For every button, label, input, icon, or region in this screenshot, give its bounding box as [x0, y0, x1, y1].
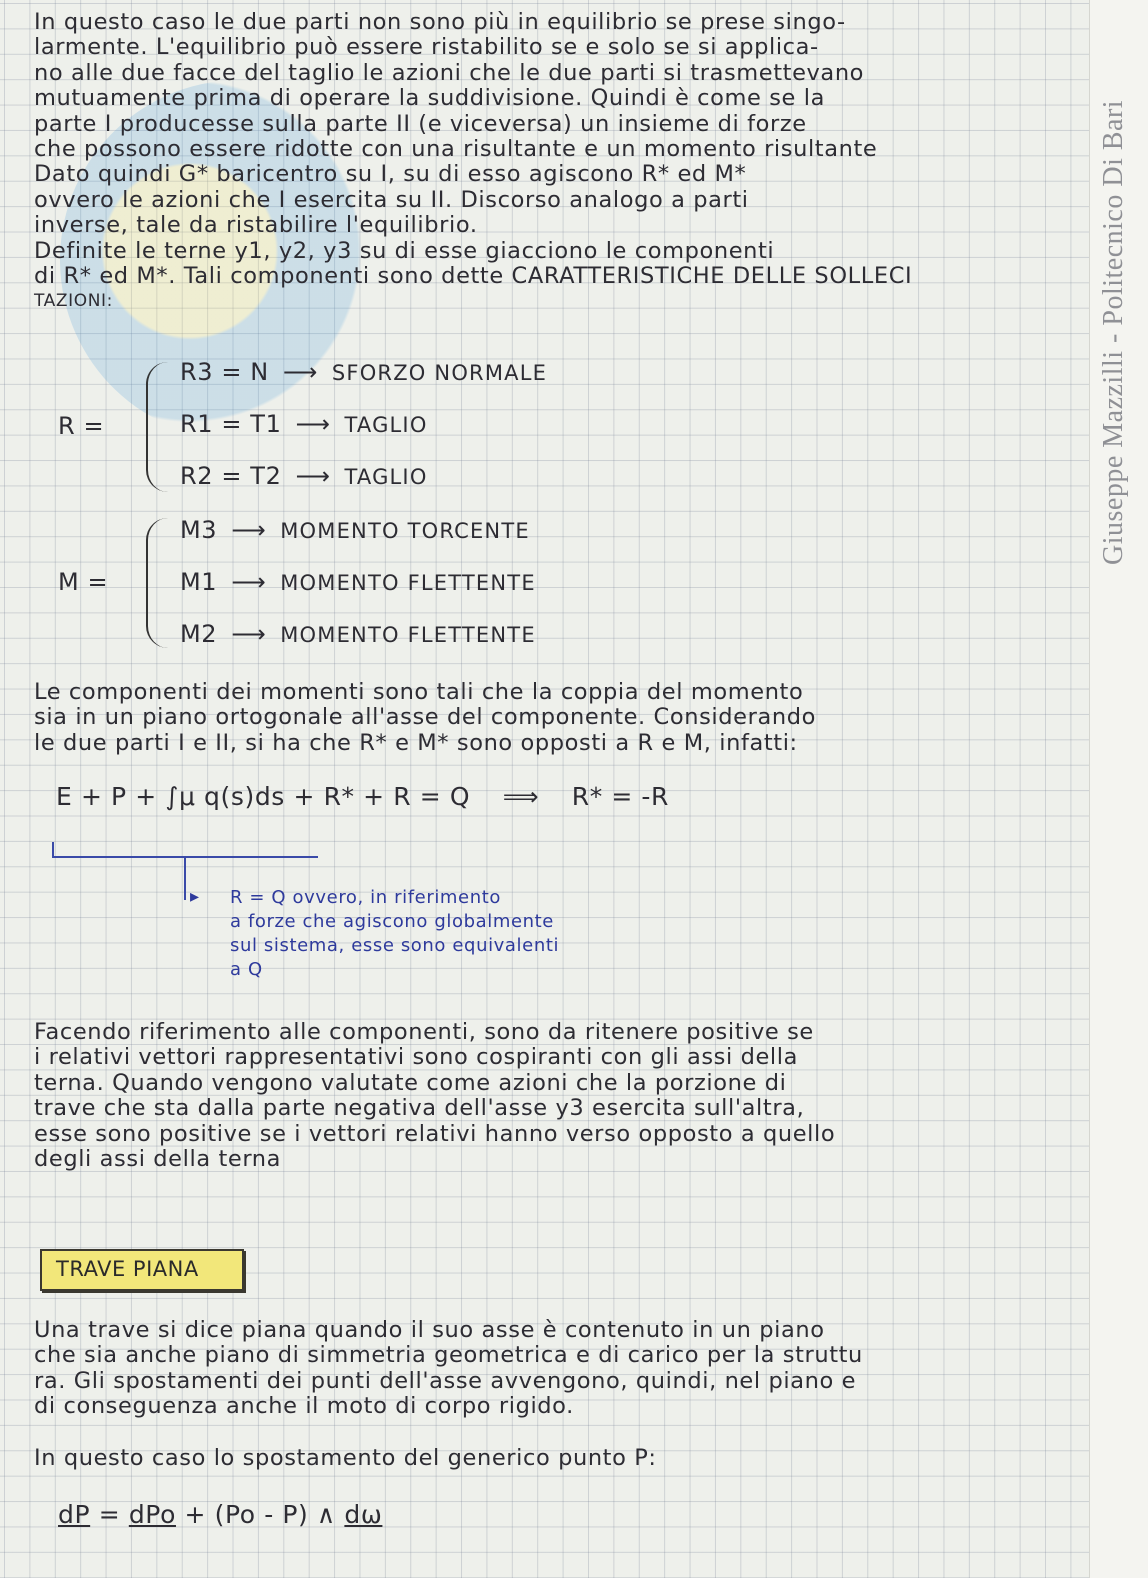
- text-line: larmente. L'equilibrio può essere ristabilito se e solo se si applica-: [34, 34, 819, 61]
- arrow-icon: ⟶: [231, 620, 267, 648]
- side-credit-text: Giuseppe Mazzilli - Politecnico Di Bari: [1098, 99, 1129, 565]
- paragraph-trave-piana: [34, 1318, 863, 1420]
- m-system-label: M =: [58, 568, 109, 596]
- text-line: Facendo riferimento alle componenti, sono da ritenere positive se: [34, 1019, 814, 1045]
- r-row-rhs: TAGLIO: [344, 413, 428, 437]
- text-line: In questo caso le due parti non sono più in equilibrio se prese singo-: [34, 9, 846, 35]
- text-line: Definite le terne y1, y2, y3 su di esse giacciono le componenti: [34, 237, 775, 264]
- implies-arrow-icon: ⟹: [502, 782, 540, 811]
- m-row-torsion: [180, 516, 530, 544]
- section-heading-text: TRAVE PIANA: [56, 1257, 199, 1281]
- m-row-rhs: MOMENTO FLETTENTE: [280, 623, 536, 647]
- r-system-brace: [146, 362, 170, 492]
- equilibrium-equation: [56, 782, 669, 811]
- text-line: sia in un piano ortogonale all'asse del componente. Considerando: [34, 704, 816, 731]
- equation-dp: dP: [58, 1500, 91, 1529]
- text-line: che possono essere ridotte con una risultante e un momento risultante: [34, 136, 878, 163]
- paragraph-displacement: In questo caso lo spostamento del generico punto P:: [34, 1445, 657, 1471]
- text-line: ovvero le azioni che I esercita su II. Discorso analogo a parti: [34, 186, 749, 213]
- paragraph-intro: [34, 10, 912, 315]
- r-row-lhs: R2 = T2: [180, 462, 282, 490]
- m-row-bending1: [180, 568, 536, 596]
- r-system-label: R =: [58, 412, 105, 440]
- note-text: [230, 886, 559, 982]
- r-row-shear1: [180, 410, 428, 438]
- text-line: degli assi della terna: [34, 1146, 282, 1173]
- arrow-icon: ⟶: [231, 568, 267, 596]
- text-line: Una trave si dice piana quando il suo asse è contenuto in un piano: [34, 1317, 825, 1343]
- m-row-bending2: [180, 620, 536, 648]
- m-row-lhs: M2: [180, 620, 218, 648]
- text-line: TAZIONI:: [34, 291, 113, 312]
- note-line: a forze che agiscono globalmente: [230, 911, 554, 932]
- r-row-rhs: TAGLIO: [344, 465, 428, 489]
- section-heading: [40, 1249, 244, 1291]
- text-line: di R* ed M*. Tali componenti sono dette CARATTERISTICHE DELLE SOLLECI: [34, 263, 913, 290]
- m-system-brace: [146, 518, 170, 648]
- note-line: sul sistema, esse sono equivalenti: [230, 935, 560, 956]
- note-arrow-icon: ▸: [190, 886, 200, 907]
- paragraph-moments: [34, 680, 816, 756]
- note-line: a Q: [230, 959, 263, 980]
- r-row-lhs: R1 = T1: [180, 410, 282, 438]
- displacement-equation: [58, 1500, 382, 1529]
- equation-domega: dω: [344, 1500, 383, 1529]
- equation-lhs: E + P + ∫μ q(s)ds + R* + R = Q: [56, 782, 471, 811]
- text-line: i relativi vettori rappresentativi sono cospiranti con gli assi della: [34, 1044, 799, 1071]
- side-margin: [1089, 0, 1148, 1578]
- r-row-lhs: R3 = N: [180, 358, 269, 386]
- arrow-icon: ⟶: [282, 358, 318, 386]
- m-row-lhs: M3: [180, 516, 218, 544]
- text-line: ra. Gli spostamenti dei punti dell'asse avvengono, quindi, nel piano e: [34, 1367, 857, 1394]
- text-line: parte I producesse sulla parte II (e viceversa) un insieme di forze: [34, 110, 807, 137]
- equation-rest: + (Po - P) ∧: [175, 1500, 345, 1529]
- equation-dpo: dPo: [128, 1500, 176, 1529]
- text-line: no alle due facce del taglio le azioni che le due parti si trasmettevano: [34, 59, 865, 86]
- text-line: Dato quindi G* baricentro su I, su di esso agiscono R* ed M*: [34, 161, 747, 188]
- m-row-rhs: MOMENTO TORCENTE: [280, 519, 530, 543]
- equation-equals: =: [90, 1500, 129, 1529]
- bracket-left: [52, 842, 54, 856]
- m-row-rhs: MOMENTO FLETTENTE: [280, 571, 536, 595]
- text-line: inverse, tale da ristabilire l'equilibrio.: [34, 212, 478, 239]
- bracket-drop: [184, 856, 186, 900]
- text-line: trave che sta dalla parte negativa dell'asse y3 esercita sull'altra,: [34, 1095, 805, 1122]
- text-line: Le componenti dei momenti sono tali che la coppia del momento: [34, 679, 804, 705]
- r-row-shear2: [180, 462, 428, 490]
- arrow-icon: ⟶: [231, 516, 267, 544]
- text-line: di conseguenza anche il moto di corpo rigido.: [34, 1393, 574, 1420]
- m-row-lhs: M1: [180, 568, 218, 596]
- arrow-icon: ⟶: [295, 410, 331, 438]
- paragraph-signs: [34, 1020, 835, 1172]
- arrow-icon: ⟶: [295, 462, 331, 490]
- note-line: R = Q ovvero, in riferimento: [230, 887, 502, 908]
- r-row-normal: [180, 358, 547, 386]
- equation-rhs: R* = -R: [571, 782, 670, 811]
- text-line: terna. Quando vengono valutate come azioni che la porzione di: [34, 1069, 787, 1096]
- text-line: esse sono positive se i vettori relativi hanno verso opposto a quello: [34, 1120, 836, 1147]
- r-row-rhs: SFORZO NORMALE: [331, 361, 548, 385]
- text-line: mutuamente prima di operare la suddivisione. Quindi è come se la: [34, 85, 825, 112]
- text-line: le due parti I e II, si ha che R* e M* sono opposti a R e M, infatti:: [34, 729, 798, 756]
- text-line: che sia anche piano di simmetria geometrica e di carico per la struttu: [34, 1342, 863, 1369]
